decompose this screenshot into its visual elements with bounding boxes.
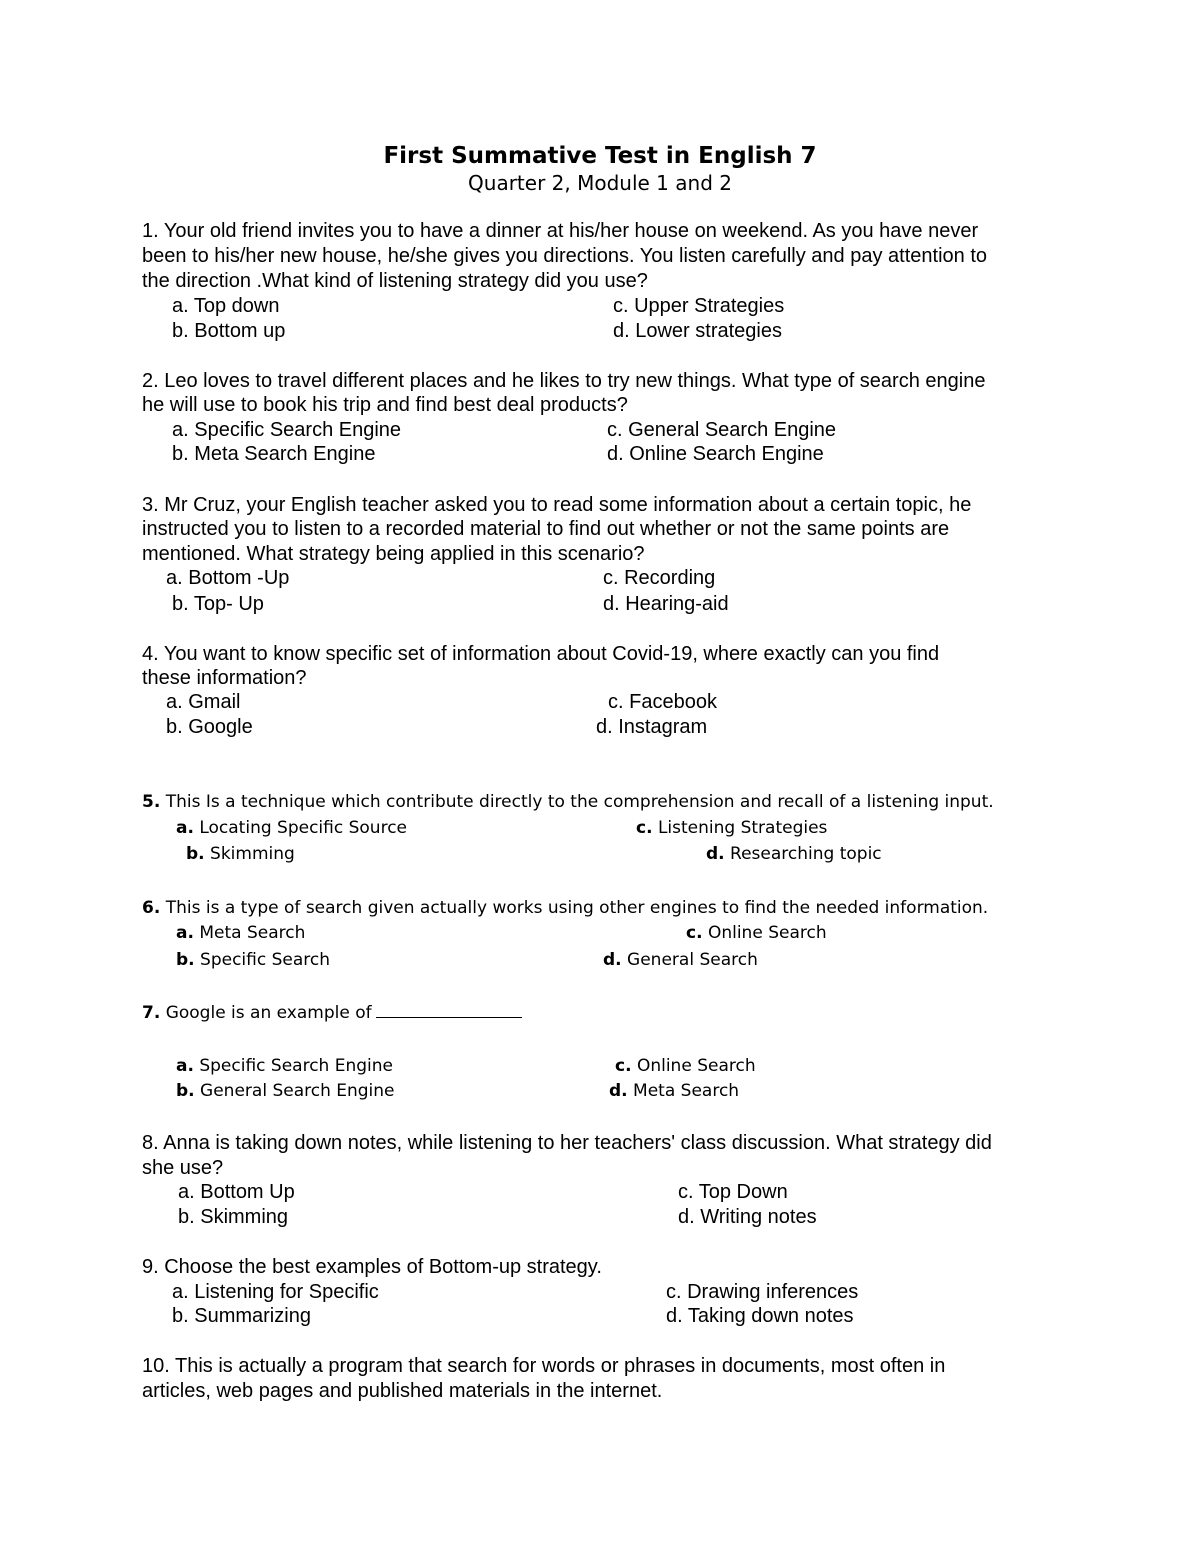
- option-b: b. Summarizing: [172, 1305, 311, 1327]
- option-letter: a.: [176, 818, 194, 838]
- question-text-line: Google is an example of: [165, 1003, 372, 1023]
- option-text: Listening Strategies: [657, 818, 828, 838]
- question-text-line: these information?: [142, 667, 307, 689]
- option-b: b. Skimming: [178, 1206, 289, 1228]
- option-b: b. Google: [166, 716, 253, 738]
- option-text: Specific Search Engine: [199, 1056, 393, 1076]
- option-c: c. Upper Strategies: [613, 295, 785, 317]
- option-b: [176, 950, 330, 970]
- option-c: c. Recording: [603, 567, 716, 589]
- option-letter: b.: [176, 950, 195, 970]
- question-text-line: 4. You want to know specific set of information about Covid-19, where exactly can you find: [142, 643, 940, 665]
- option-letter: a.: [176, 1056, 194, 1076]
- option-d: [609, 1081, 739, 1101]
- question-text: [142, 792, 994, 812]
- option-letter: c.: [686, 923, 703, 943]
- option-d: d. Instagram: [596, 716, 708, 738]
- question-text-line: This is a type of search given actually works using other engines to find the needed information.: [165, 898, 989, 918]
- question-text-line: she use?: [142, 1157, 224, 1179]
- option-text: Skimming: [210, 844, 295, 864]
- option-a: [176, 923, 305, 943]
- option-c: [686, 923, 827, 943]
- option-letter: c.: [615, 1056, 632, 1076]
- question-number: 5.: [142, 792, 161, 812]
- option-a: [176, 1056, 393, 1076]
- option-d: [706, 844, 882, 864]
- question-text-line: the direction .What kind of listening strategy did you use?: [142, 270, 648, 292]
- option-c: c. Top Down: [678, 1181, 788, 1203]
- question-text-line: articles, web pages and published materials in the internet.: [142, 1380, 663, 1402]
- question-text-line: 3. Mr Cruz, your English teacher asked you to read some information about a certain topic, he: [142, 494, 972, 516]
- option-b: b. Top- Up: [172, 593, 264, 615]
- question-number: 6.: [142, 898, 161, 918]
- option-text: Online Search: [707, 923, 827, 943]
- option-c: [636, 818, 827, 838]
- option-d: d. Hearing-aid: [603, 593, 729, 615]
- option-a: a. Bottom Up: [178, 1181, 295, 1203]
- option-text: Researching topic: [730, 844, 882, 864]
- option-b: [176, 1081, 395, 1101]
- option-d: d. Taking down notes: [666, 1305, 854, 1327]
- option-a: a. Bottom -Up: [166, 567, 290, 589]
- question-text-line: 2. Leo loves to travel different places and he likes to try new things. What type of search engine: [142, 370, 986, 392]
- option-letter: b.: [186, 844, 205, 864]
- page-title: First Summative Test in English 7: [383, 143, 817, 169]
- question-text-line: This Is a technique which contribute directly to the comprehension and recall of a listening input.: [165, 792, 994, 812]
- option-letter: a.: [176, 923, 194, 943]
- question-text-line: mentioned. What strategy being applied in this scenario?: [142, 543, 645, 565]
- option-d: d. Lower strategies: [613, 320, 782, 342]
- option-letter: d.: [706, 844, 725, 864]
- option-text: Meta Search: [633, 1081, 740, 1101]
- option-b: b. Bottom up: [172, 320, 286, 342]
- option-d: d. Online Search Engine: [607, 443, 824, 465]
- option-b: [186, 844, 295, 864]
- option-a: a. Top down: [172, 295, 280, 317]
- option-letter: b.: [176, 1081, 195, 1101]
- option-d: d. Writing notes: [678, 1206, 817, 1228]
- question-text-line: 9. Choose the best examples of Bottom-up strategy.: [142, 1256, 602, 1278]
- question-text-line: 10. This is actually a program that search for words or phrases in documents, most often in: [142, 1355, 946, 1377]
- page-subtitle: Quarter 2, Module 1 and 2: [468, 171, 732, 195]
- question-text-line: been to his/her new house, he/she gives you directions. You listen carefully and pay attention to: [142, 245, 987, 267]
- option-d: [603, 950, 758, 970]
- question-number: 7.: [142, 1003, 161, 1023]
- question-text-line: 1. Your old friend invites you to have a dinner at his/her house on weekend. As you have never: [142, 220, 979, 242]
- option-text: Meta Search: [199, 923, 306, 943]
- option-a: a. Gmail: [166, 691, 241, 713]
- option-text: Online Search: [636, 1056, 756, 1076]
- option-c: [615, 1056, 756, 1076]
- option-b: b. Meta Search Engine: [172, 443, 376, 465]
- option-a: [176, 818, 407, 838]
- option-text: General Search Engine: [200, 1081, 395, 1101]
- question-text-line: he will use to book his trip and find best deal products?: [142, 394, 628, 416]
- option-c: c. Drawing inferences: [666, 1281, 859, 1303]
- option-letter: c.: [636, 818, 653, 838]
- question-text-line: instructed you to listen to a recorded material to find out whether or not the same points are: [142, 518, 950, 540]
- question-text-line: 8. Anna is taking down notes, while listening to her teachers' class discussion. What strategy did: [142, 1132, 992, 1154]
- option-letter: d.: [609, 1081, 628, 1101]
- option-text: Locating Specific Source: [199, 818, 407, 838]
- question-text: [142, 1003, 522, 1023]
- option-letter: d.: [603, 950, 622, 970]
- option-text: Specific Search: [200, 950, 331, 970]
- answer-blank: [376, 1003, 522, 1018]
- option-c: c. Facebook: [608, 691, 717, 713]
- option-text: General Search: [627, 950, 758, 970]
- question-text: [142, 898, 988, 918]
- option-a: a. Specific Search Engine: [172, 419, 402, 441]
- option-c: c. General Search Engine: [607, 419, 837, 441]
- option-a: a. Listening for Specific: [172, 1281, 379, 1303]
